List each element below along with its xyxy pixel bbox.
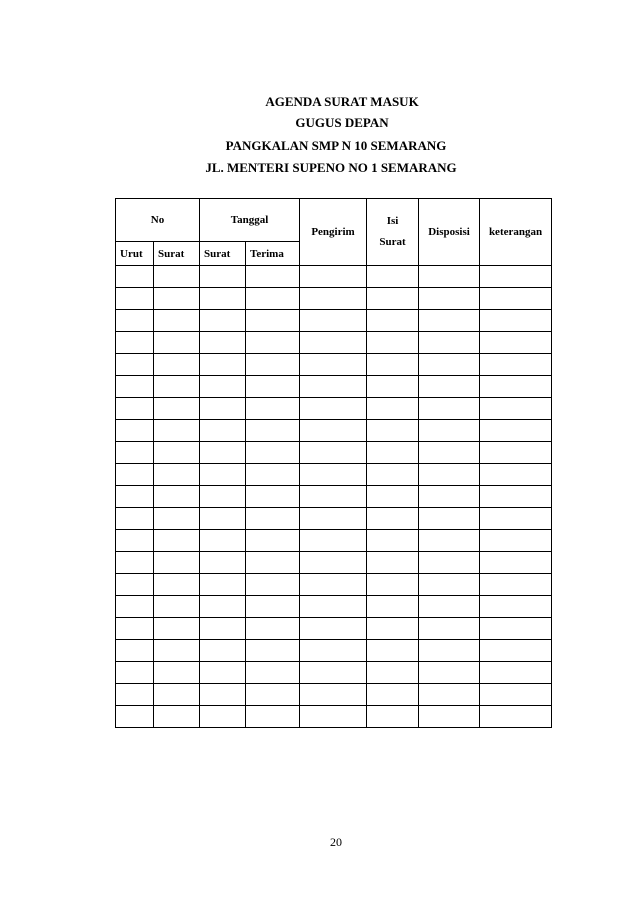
table-cell	[200, 266, 246, 288]
table-cell	[246, 552, 300, 574]
table-header-row	[116, 199, 552, 242]
table-row	[116, 552, 552, 574]
table-row	[116, 486, 552, 508]
table-cell	[480, 574, 552, 596]
table-cell	[367, 310, 419, 332]
table-cell	[480, 376, 552, 398]
table-cell	[300, 486, 367, 508]
subheader-urut: Urut	[116, 242, 154, 266]
table-cell	[154, 662, 200, 684]
table-cell	[116, 420, 154, 442]
table-cell	[154, 596, 200, 618]
document-address: JL. MENTERI SUPENO NO 1 SEMARANG	[205, 160, 457, 175]
table-cell	[154, 288, 200, 310]
table-cell	[154, 706, 200, 728]
table-cell	[154, 354, 200, 376]
table-cell	[480, 398, 552, 420]
table-cell	[200, 442, 246, 464]
subheader-terima: Terima	[246, 242, 300, 266]
table-cell	[200, 288, 246, 310]
table-cell	[419, 288, 480, 310]
column-header-no: No	[116, 199, 200, 242]
table-cell	[200, 398, 246, 420]
table-cell	[154, 398, 200, 420]
table-cell	[480, 530, 552, 552]
table-cell	[200, 420, 246, 442]
table-cell	[367, 662, 419, 684]
subheader-surat-tanggal: Surat	[200, 242, 246, 266]
table-cell	[246, 662, 300, 684]
table-cell	[419, 706, 480, 728]
table-row	[116, 310, 552, 332]
table-cell	[367, 420, 419, 442]
table-row	[116, 508, 552, 530]
table-cell	[246, 420, 300, 442]
column-header-pengirim: Pengirim	[300, 199, 367, 266]
table-cell	[300, 398, 367, 420]
table-cell	[480, 662, 552, 684]
table-cell	[480, 706, 552, 728]
table-cell	[116, 288, 154, 310]
table-cell	[419, 420, 480, 442]
table-cell	[154, 332, 200, 354]
table-cell	[480, 552, 552, 574]
subheader-surat-no: Surat	[154, 242, 200, 266]
table-cell	[200, 684, 246, 706]
table-cell	[419, 574, 480, 596]
table-cell	[116, 574, 154, 596]
table-cell	[154, 574, 200, 596]
table-row	[116, 266, 552, 288]
table-cell	[480, 288, 552, 310]
table-cell	[367, 398, 419, 420]
table-cell	[480, 442, 552, 464]
table-cell	[300, 288, 367, 310]
table-cell	[246, 376, 300, 398]
table-cell	[200, 486, 246, 508]
table-cell	[419, 398, 480, 420]
column-header-isi-line1: Isi	[386, 215, 399, 227]
table-cell	[300, 310, 367, 332]
table-cell	[419, 442, 480, 464]
table-cell	[116, 310, 154, 332]
column-header-keterangan: keterangan	[480, 199, 552, 266]
table-cell	[246, 332, 300, 354]
table-cell	[300, 530, 367, 552]
table-cell	[200, 508, 246, 530]
table-cell	[419, 354, 480, 376]
table-row	[116, 684, 552, 706]
table-cell	[419, 508, 480, 530]
table-cell	[419, 310, 480, 332]
table-cell	[116, 552, 154, 574]
table-cell	[300, 662, 367, 684]
table-row	[116, 662, 552, 684]
table-cell	[116, 354, 154, 376]
table-cell	[154, 442, 200, 464]
table-cell	[246, 574, 300, 596]
table-cell	[367, 706, 419, 728]
table-cell	[154, 508, 200, 530]
table-cell	[154, 618, 200, 640]
table-cell	[116, 530, 154, 552]
table-row	[116, 618, 552, 640]
table-row	[116, 706, 552, 728]
table-cell	[200, 552, 246, 574]
table-cell	[154, 310, 200, 332]
table-cell	[419, 552, 480, 574]
table-cell	[246, 310, 300, 332]
table-cell	[200, 530, 246, 552]
table-cell	[300, 376, 367, 398]
table-row	[116, 530, 552, 552]
table-cell	[200, 618, 246, 640]
table-cell	[200, 596, 246, 618]
table-cell	[200, 332, 246, 354]
table-cell	[367, 640, 419, 662]
table-cell	[200, 640, 246, 662]
table-cell	[116, 706, 154, 728]
table-cell	[367, 288, 419, 310]
table-cell	[246, 354, 300, 376]
table-cell	[367, 552, 419, 574]
table-cell	[246, 640, 300, 662]
table-cell	[419, 530, 480, 552]
table-cell	[246, 442, 300, 464]
page-number: 20	[330, 835, 342, 849]
table-cell	[480, 508, 552, 530]
table-cell	[367, 486, 419, 508]
table-cell	[367, 574, 419, 596]
table-cell	[367, 442, 419, 464]
column-header-isi-surat	[367, 199, 419, 266]
table-cell	[116, 640, 154, 662]
table-cell	[200, 310, 246, 332]
table-cell	[246, 596, 300, 618]
table-cell	[246, 266, 300, 288]
table-cell	[300, 684, 367, 706]
table-cell	[419, 618, 480, 640]
table-cell	[367, 266, 419, 288]
table-row	[116, 640, 552, 662]
table-row	[116, 420, 552, 442]
table-cell	[300, 574, 367, 596]
table-cell	[419, 266, 480, 288]
column-header-disposisi: Disposisi	[419, 199, 480, 266]
table-cell	[367, 618, 419, 640]
document-organization: PANGKALAN SMP N 10 SEMARANG	[225, 138, 447, 153]
table-row	[116, 442, 552, 464]
table-row	[116, 398, 552, 420]
table-cell	[116, 618, 154, 640]
table-cell	[200, 574, 246, 596]
table-cell	[367, 684, 419, 706]
table-cell	[300, 266, 367, 288]
table-cell	[116, 376, 154, 398]
table-row	[116, 332, 552, 354]
table-cell	[300, 354, 367, 376]
table-cell	[419, 376, 480, 398]
table-cell	[200, 662, 246, 684]
table-cell	[154, 552, 200, 574]
table-cell	[300, 464, 367, 486]
column-header-tanggal: Tanggal	[200, 199, 300, 242]
table-cell	[246, 464, 300, 486]
table-cell	[367, 354, 419, 376]
table-cell	[480, 596, 552, 618]
table-cell	[480, 354, 552, 376]
table-cell	[419, 486, 480, 508]
table-cell	[300, 420, 367, 442]
table-cell	[154, 420, 200, 442]
table-cell	[154, 266, 200, 288]
document-title: AGENDA SURAT MASUK	[265, 94, 419, 109]
table-cell	[367, 596, 419, 618]
table-cell	[419, 332, 480, 354]
table-cell	[480, 684, 552, 706]
table-row	[116, 376, 552, 398]
table-row	[116, 464, 552, 486]
table-row	[116, 596, 552, 618]
table-cell	[116, 486, 154, 508]
table-cell	[419, 596, 480, 618]
table-cell	[480, 618, 552, 640]
table-cell	[300, 552, 367, 574]
table-cell	[154, 640, 200, 662]
table-cell	[116, 596, 154, 618]
table-cell	[300, 640, 367, 662]
table-cell	[480, 464, 552, 486]
table-cell	[367, 332, 419, 354]
table-cell	[367, 464, 419, 486]
table-cell	[300, 442, 367, 464]
table-cell	[154, 376, 200, 398]
table-cell	[419, 684, 480, 706]
table-cell	[246, 530, 300, 552]
table-cell	[154, 530, 200, 552]
column-header-isi-line2: Surat	[379, 236, 406, 248]
table-cell	[200, 376, 246, 398]
table-row	[116, 354, 552, 376]
table-cell	[246, 288, 300, 310]
document-subtitle: GUGUS DEPAN	[295, 115, 389, 130]
table-cell	[300, 508, 367, 530]
table-cell	[246, 398, 300, 420]
table-cell	[116, 332, 154, 354]
table-row	[116, 288, 552, 310]
table-cell	[480, 266, 552, 288]
table-cell	[367, 530, 419, 552]
table-cell	[246, 684, 300, 706]
table-cell	[154, 486, 200, 508]
table-cell	[200, 464, 246, 486]
agenda-table	[115, 198, 552, 728]
table-cell	[200, 706, 246, 728]
table-cell	[480, 332, 552, 354]
table-cell	[154, 464, 200, 486]
table-cell	[116, 684, 154, 706]
table-cell	[246, 706, 300, 728]
table-cell	[480, 486, 552, 508]
table-cell	[300, 596, 367, 618]
table-cell	[116, 662, 154, 684]
table-cell	[480, 640, 552, 662]
table-cell	[246, 618, 300, 640]
table-cell	[367, 508, 419, 530]
table-cell	[419, 464, 480, 486]
table-cell	[200, 354, 246, 376]
table-cell	[300, 618, 367, 640]
table-cell	[116, 508, 154, 530]
table-cell	[419, 640, 480, 662]
table-cell	[367, 376, 419, 398]
table-cell	[116, 398, 154, 420]
table-row	[116, 574, 552, 596]
table-cell	[300, 706, 367, 728]
table-cell	[116, 442, 154, 464]
table-cell	[246, 508, 300, 530]
table-cell	[480, 420, 552, 442]
table-cell	[116, 266, 154, 288]
table-cell	[246, 486, 300, 508]
table-cell	[300, 332, 367, 354]
table-cell	[154, 684, 200, 706]
table-cell	[116, 464, 154, 486]
table-cell	[480, 310, 552, 332]
table-cell	[419, 662, 480, 684]
